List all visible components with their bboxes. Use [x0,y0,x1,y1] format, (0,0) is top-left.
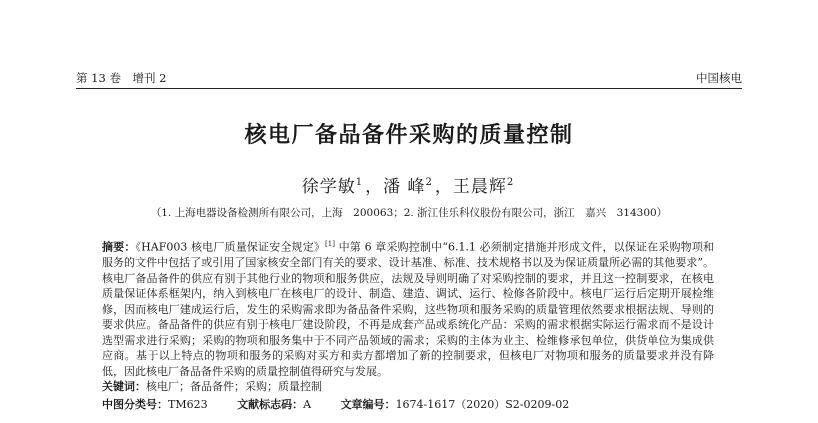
keywords [102,378,322,394]
journal-name: 中国核电 [696,71,742,85]
author-list [0,172,818,197]
clc-number [102,396,208,412]
reference-mark: [1] [325,240,335,248]
abstract [102,237,714,379]
author-affiliation-mark: 1 [355,177,364,189]
author-separator: ， [434,177,453,197]
article-value: 1674-1617（2020）S2-0209-02 [395,398,570,411]
doc-code-label: 文献标志码： [237,398,304,411]
keywords-label: 关键词： [102,380,146,393]
author-affiliation-mark: 2 [506,177,515,189]
doc-code-value: A [303,398,312,411]
author-separator: ， [365,177,384,197]
author-name: 潘 峰 [383,177,426,197]
article-number [341,396,570,412]
abstract-lead: 《HAF003 核电厂质量保证安全规定》 [135,240,326,254]
affiliations: （1. 上海电器设备检测所有限公司，上海 200063；2. 浙江佳乐科仪股份有限公司，浙江 嘉兴 314300） [150,207,668,219]
author-name: 王晨辉 [452,177,507,197]
running-header [76,70,742,88]
author-affiliation-mark: 2 [425,177,433,189]
document-code [237,396,311,412]
abstract-label: 摘要： [102,240,136,254]
classification-line [102,396,722,412]
keywords-text: 核电厂；备品备件；采购；质量控制 [146,380,322,393]
header-rule [76,88,742,89]
article-label: 文章编号： [340,398,396,411]
abstract-text: 中第 6 章采购控制中“6.1.1 必须制定措施并形成文件，以保证在采购物项和服务的文件中包括了或引用了国家核安全部门有关的要求、设计基准、标准、技术规格书以及为保证质量所必需的其他要求”。核电厂备品备件的供应有别于其他行业的物项和服务供应，法规及导则明确了对采购控制的要求，并且这一控制要求，在核电质量保证体系框架内，纳入到核电厂在核电厂的设计、制造、建造、调试、运行、检修各阶段中。核电厂运行后定期开展检维修，因而核电厂建成运行后，发生的采购需求即为备品备件采购，这些物项和服务采购的质量管理依然要求根据法规、导则的要求供应。备品备件的供应有别于核电厂建设阶段，不再是成套产品或系统化产品：采购的需求根据实际运行需求而不是设计选型需求进行采购；采购的物项和服务集中于不同产品领域的需求；采购的主体为业主、检维修承包单位，供货单位为集成供应商。基于以上特点的物项和服务的采购对买方和卖方都增加了新的控制要求，但核电厂对物项和服务的质量要求并没有降低，因此核电厂备品备件采购的质量控制值得研究与发展。 [102,240,714,378]
author-name: 徐学敏 [301,177,356,197]
clc-label: 中图分类号： [102,398,168,411]
clc-value: TM623 [168,398,208,411]
volume-issue: 第 13 卷 增刊 2 [76,71,167,85]
paper-title: 核电厂备品备件采购的质量控制 [244,123,574,148]
